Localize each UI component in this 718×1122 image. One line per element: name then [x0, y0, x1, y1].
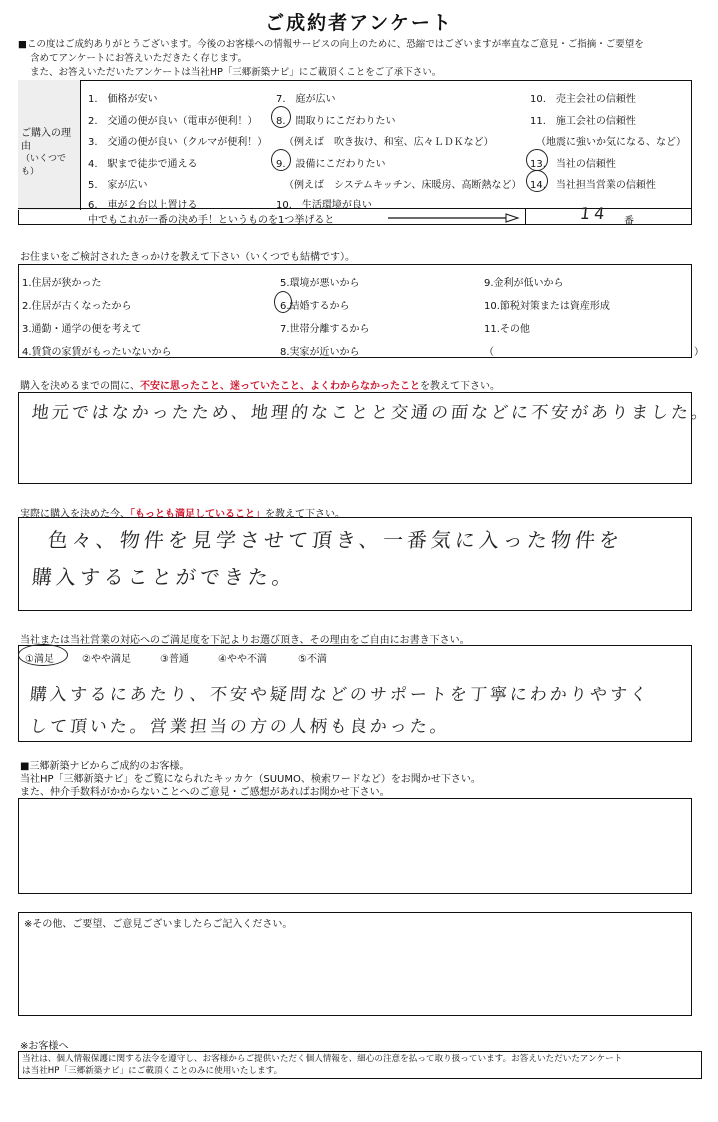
reason-option: 10. 売主会社の信頼性: [530, 94, 636, 105]
decisive-suffix: 番: [624, 216, 634, 227]
reason-option: 6. 車が２台以上置ける: [88, 200, 198, 211]
q2-header: お住まいをご検討されたきっかけを教えて下さい（いくつでも結構です）。: [20, 252, 355, 263]
reason-option: 5. 家が広い: [88, 180, 148, 191]
selection-circle-13: [526, 149, 548, 171]
arrow-right-icon: [388, 214, 518, 222]
selection-circle-14: [526, 170, 548, 192]
trigger-option: 11.その他: [484, 324, 530, 335]
reason-option: （地震に強いか気になる、など）: [536, 137, 686, 148]
q3-handwritten-answer: 地元ではなかったため、地理的なことと交通の面などに不安がありました。: [30, 403, 713, 423]
q7-label: ※その他、ご要望、ご意見ございましたらご記入ください。: [24, 919, 293, 930]
reason-option: （例えば 吹き抜け、和室、広々ＬＤＫなど）: [284, 137, 494, 148]
reason-option: 14. 当社担当営業の信頼性: [530, 180, 656, 191]
trigger-option: 1.住居が狭かった: [22, 278, 102, 289]
satisfaction-option-3: ③普通: [160, 654, 189, 665]
q4-header: 実際に購入を決めた今、「もっとも満足していること」を教えて下さい。: [20, 509, 345, 520]
q6-answer-box: [18, 798, 692, 894]
decisive-answer: 14: [579, 204, 610, 223]
reason-option: 1. 価格が安い: [88, 94, 158, 105]
intro-line-2: 含めてアンケートにお答えいただきたく存じます。: [30, 53, 248, 64]
reason-option: （例えば システムキッチン、床暖房、高断熱など）: [284, 180, 522, 191]
trigger-option: 2.住居が古くなったから: [22, 301, 132, 312]
satisfaction-option-4: ④やや不満: [218, 654, 267, 665]
selection-circle-6: [274, 291, 292, 313]
trigger-option: 4.賃貸の家賃がもったいないから: [22, 347, 172, 358]
trigger-option: 5.環境が悪いから: [280, 278, 360, 289]
trigger-option: 8.実家が近いから: [280, 347, 360, 358]
reason-option: 7. 庭が広い: [276, 94, 336, 105]
selection-circle-satisfied: [18, 644, 68, 666]
intro-line-3: また、お答えいただいたアンケートは当社HP「三郷新築ナビ」にご載頂くことをご了承下さい。: [30, 67, 442, 78]
reason-option: 2. 交通の便が良い（電車が便利！）: [88, 116, 258, 127]
purchase-reason-label: ご購入の理由 （いくつでも）: [21, 128, 71, 177]
reason-option: 9. 設備にこだわりたい: [276, 159, 386, 170]
q4-handwritten-answer-line-2: 購入することができた。: [30, 565, 298, 589]
selection-circle-9: [271, 149, 291, 171]
intro-text: [18, 38, 708, 80]
trigger-option: 3.通勤・通学の便を考えて: [22, 324, 142, 335]
q5-header: 当社または当社営業の対応へのご満足度を下記よりお選び頂き、その理由をご自由にお書き下さい。: [20, 635, 470, 646]
trigger-option: 9.金利が低いから: [484, 278, 564, 289]
reason-option: 10. 生活環境が良い: [276, 200, 372, 211]
intro-line-1: ■この度はご成約ありがとうございます。今後のお客様への情報サービスの向上のために、恐縮ではございますが率直なご意見・ご指摘・ご要望を: [18, 39, 644, 50]
page-title: ご成約者アンケート: [265, 12, 453, 34]
q3-header: 購入を決めるまでの間に、不安に思ったこと、迷っていたこと、よくわからなかったことを教えて下さい。: [20, 381, 500, 392]
q5-handwritten-answer-line-1: 購入するにあたり、不安や疑問などのサポートを丁寧にわかりやすく: [28, 685, 651, 705]
trigger-option: 7.世帯分離するから: [280, 324, 370, 335]
trigger-option: 10.節税対策または資産形成: [484, 301, 610, 312]
reason-option: 11. 施工会社の信頼性: [530, 116, 636, 127]
reason-option: 3. 交通の便が良い（クルマが便利！）: [88, 137, 268, 148]
selection-circle-8: [271, 106, 291, 128]
reason-option: 8. 間取りにこだわりたい: [276, 116, 396, 127]
reason-option: 13. 当社の信頼性: [530, 159, 616, 170]
q5-handwritten-answer-line-2: して頂いた。営業担当の方の人柄も良かった。: [28, 717, 451, 737]
satisfaction-option-2: ②やや満足: [82, 654, 131, 665]
trigger-option: 6.結婚するから: [280, 301, 350, 312]
reason-option: 4. 駅まで徒歩で通える: [88, 159, 198, 170]
footer-heading: ※お客様へ: [20, 1041, 69, 1052]
q4-handwritten-answer-line-1: 色々、物件を見学させて頂き、一番気に入った物件を: [46, 528, 625, 552]
satisfaction-option-5: ⑤不満: [298, 654, 327, 665]
footer-notice: 当社は、個人情報保護に関する法令を遵守し、お客様からご提供いただく個人情報を、細心の注意を払って取り扱っています。お答えいただいたアンケート は当社HP「三郷新築ナビ」にご載頂くことのみに使用いたします。: [22, 1054, 623, 1076]
decisive-label: 中でもこれが一番の決め手！というものを1つ挙げると: [88, 215, 335, 226]
trigger-option: （ ）: [484, 347, 704, 358]
satisfaction-option-1: ①満足: [25, 654, 54, 665]
q6-header: ■三郷新築ナビからご成約のお客様。 当社HP「三郷新築ナビ」をご覧になられたキッカケ（SUUMO、検索ワードなど）をお聞かせ下さい。 また、仲介手数料がかからないことへのご意見・ご感想があればお聞かせ下さい。: [20, 761, 481, 798]
